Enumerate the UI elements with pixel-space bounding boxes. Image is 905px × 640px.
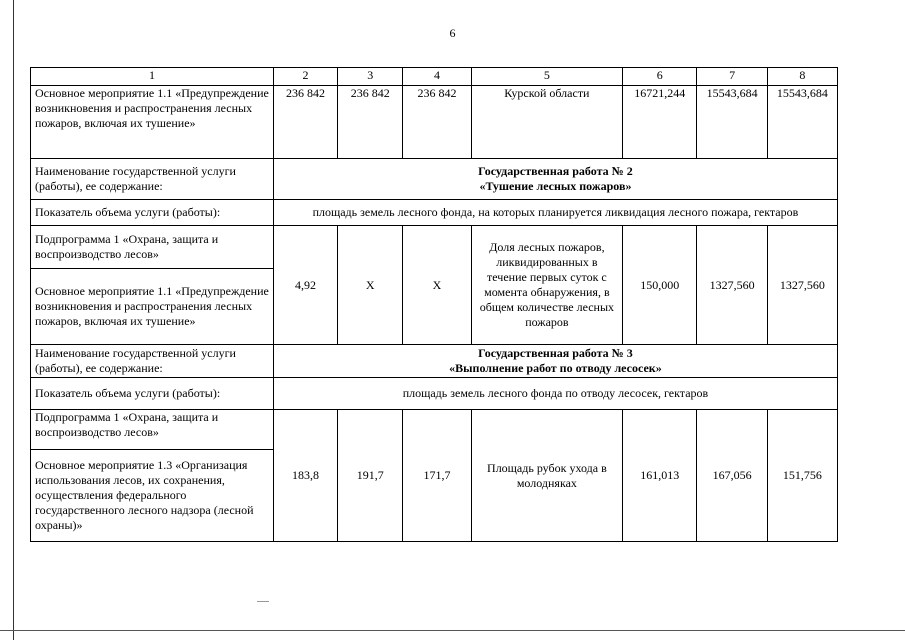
col-header-5: 5	[471, 68, 623, 86]
service-title-number: Государственная работа № 3	[478, 346, 633, 360]
value-cell: 16721,244	[623, 86, 697, 159]
service-title-name: «Тушение лесных пожаров»	[479, 179, 632, 193]
service-title-cell	[273, 159, 837, 200]
service-name-row	[31, 159, 838, 200]
volume-indicator-label: Показатель объема услуги (работы):	[31, 200, 274, 226]
service-name-row	[31, 345, 838, 378]
service-name-label: Наименование государственной услуги (работы), ее содержание:	[31, 159, 274, 200]
scan-bottom-edge	[0, 630, 905, 631]
table-row	[31, 86, 838, 159]
value-cell: 151,756	[767, 410, 837, 542]
value-cell: X	[403, 226, 471, 345]
indicator-cell: Доля лесных пожаров, ликвидированных в течение первых суток с момента обнаружения, в общем количестве лесных пожаров	[471, 226, 623, 345]
col-header-8: 8	[767, 68, 837, 86]
volume-indicator-label: Показатель объема услуги (работы):	[31, 378, 274, 410]
activity-name-cell: Основное мероприятие 1.1 «Предупреждение возникновения и распространения лесных пожаров, включая их тушение»	[31, 86, 274, 159]
service-title-name: «Выполнение работ по отводу лесосек»	[449, 361, 662, 375]
col-header-7: 7	[697, 68, 767, 86]
col-header-2: 2	[273, 68, 337, 86]
page-number: 6	[449, 26, 456, 40]
value-cell: 191,7	[338, 410, 403, 542]
value-cell: 1327,560	[697, 226, 767, 345]
volume-indicator-text: площадь земель лесного фонда по отводу лесосек, гектаров	[273, 378, 837, 410]
col-header-6: 6	[623, 68, 697, 86]
value-cell: 150,000	[623, 226, 697, 345]
volume-indicator-text: площадь земель лесного фонда, на которых планируется ликвидация лесного пожара, гектаров	[273, 200, 837, 226]
scan-edge-line	[13, 0, 14, 640]
value-cell: 171,7	[403, 410, 471, 542]
col-header-3: 3	[338, 68, 403, 86]
subprogram-row	[31, 410, 838, 450]
subprogram-cell: Подпрограмма 1 «Охрана, защита и воспроизводство лесов»	[31, 226, 274, 269]
value-cell: 183,8	[273, 410, 337, 542]
value-cell: 236 842	[338, 86, 403, 159]
indicator-cell: Площадь рубок ухода в молодняках	[471, 410, 623, 542]
value-cell: X	[338, 226, 403, 345]
service-title-number: Государственная работа № 2	[478, 164, 633, 178]
subprogram-row	[31, 226, 838, 269]
value-cell: 1327,560	[767, 226, 837, 345]
service-title-cell	[273, 345, 837, 378]
service-name-label: Наименование государственной услуги (работы), ее содержание:	[31, 345, 274, 378]
state-services-table	[30, 67, 838, 542]
value-cell: 15543,684	[767, 86, 837, 159]
volume-indicator-row	[31, 200, 838, 226]
volume-indicator-row	[31, 378, 838, 410]
col-header-4: 4	[403, 68, 471, 86]
activity-name-cell: Основное мероприятие 1.3 «Организация использования лесов, их сохранения, осуществления федерального государственного лесного надзора (лесной охраны)»	[31, 450, 274, 542]
value-cell: 236 842	[403, 86, 471, 159]
value-cell: 167,056	[697, 410, 767, 542]
column-number-row	[31, 68, 838, 86]
col-header-1: 1	[31, 68, 274, 86]
value-cell: 161,013	[623, 410, 697, 542]
value-cell: 236 842	[273, 86, 337, 159]
value-cell: 15543,684	[697, 86, 767, 159]
value-cell: 4,92	[273, 226, 337, 345]
indicator-cell: Курской области	[471, 86, 623, 159]
scan-artifact	[257, 601, 269, 602]
subprogram-cell: Подпрограмма 1 «Охрана, защита и воспроизводство лесов»	[31, 410, 274, 450]
activity-name-cell: Основное мероприятие 1.1 «Предупреждение возникновения и распространения лесных пожаров, включая их тушение»	[31, 269, 274, 345]
